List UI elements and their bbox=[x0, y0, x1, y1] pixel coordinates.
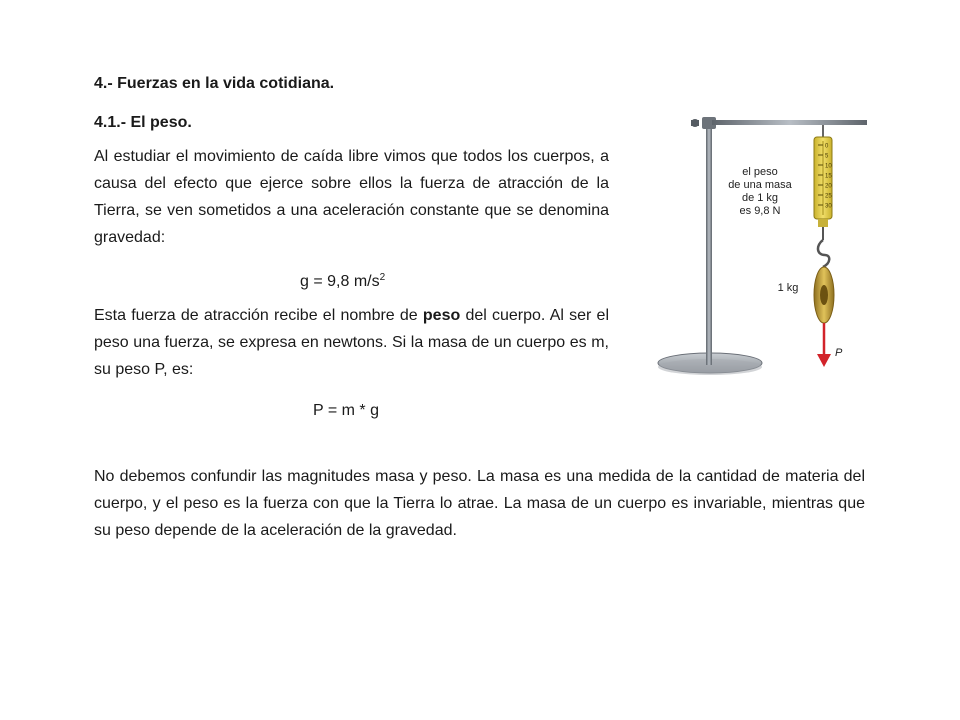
paragraph-mass-vs-weight: No debemos confundir las magnitudes masa y peso. La masa es una medida de la cantidad de materia del cuerpo, y el peso es la fuerza con que la Tierra lo atrae. La masa de un cuerpo es invariable, mientras que su peso depende de la aceleración de la gravedad. bbox=[94, 468, 865, 539]
paragraph-weight bbox=[94, 302, 609, 383]
paragraph-weight-after: del cuerpo. Al ser el peso una fuerza, se expresa en newtons. Si la masa de un cuerpo es m, su peso P, es: bbox=[94, 307, 610, 378]
paragraph-weight-bold: peso bbox=[422, 307, 461, 324]
formula-gravity-text: g = 9,8 m/s bbox=[300, 273, 380, 290]
hook-icon bbox=[818, 240, 829, 267]
figure-force-label: P bbox=[835, 347, 843, 359]
figure-label-line2: de una masa bbox=[728, 179, 792, 191]
scale-tick-label: 15 bbox=[825, 173, 832, 180]
scale-tick-label: 0 bbox=[825, 143, 829, 150]
formula-gravity-exponent: 2 bbox=[379, 272, 386, 283]
subsection-heading: 4.1.- El peso. bbox=[94, 114, 192, 131]
figure-label-line1: el peso bbox=[742, 166, 778, 178]
paragraph-weight-before: Esta fuerza de atracción recibe el nombre de bbox=[94, 307, 423, 324]
spring-scale-figure bbox=[648, 105, 873, 390]
figure-label-line3: de 1 kg bbox=[741, 192, 779, 204]
scale-tick-label: 20 bbox=[825, 183, 832, 190]
figure-label-line4: es 9,8 N bbox=[739, 205, 781, 217]
formula-weight: P = m * g bbox=[313, 402, 379, 419]
formula-gravity bbox=[300, 272, 385, 291]
weight-arrow-head-icon bbox=[817, 354, 831, 367]
stand-rod bbox=[706, 120, 712, 365]
scale-tick-label: 5 bbox=[825, 153, 829, 160]
scale-tick-label: 10 bbox=[825, 163, 832, 170]
paragraph-gravity: Al estudiar el movimiento de caída libre vimos que todos los cuerpos, a causa del efecto que ejerce sobre ellos la fuerza de atracción de la Tierra, se ven sometidos a una aceleración constante que se denomina gravedad: bbox=[94, 148, 609, 246]
stand-crossbar bbox=[712, 120, 867, 125]
section-heading: 4.- Fuerzas en la vida cotidiana. bbox=[94, 75, 335, 92]
figure-mass-label: 1 kg bbox=[777, 282, 799, 294]
scale-tick-label: 25 bbox=[825, 193, 832, 200]
scale-tick-label: 30 bbox=[825, 203, 832, 210]
